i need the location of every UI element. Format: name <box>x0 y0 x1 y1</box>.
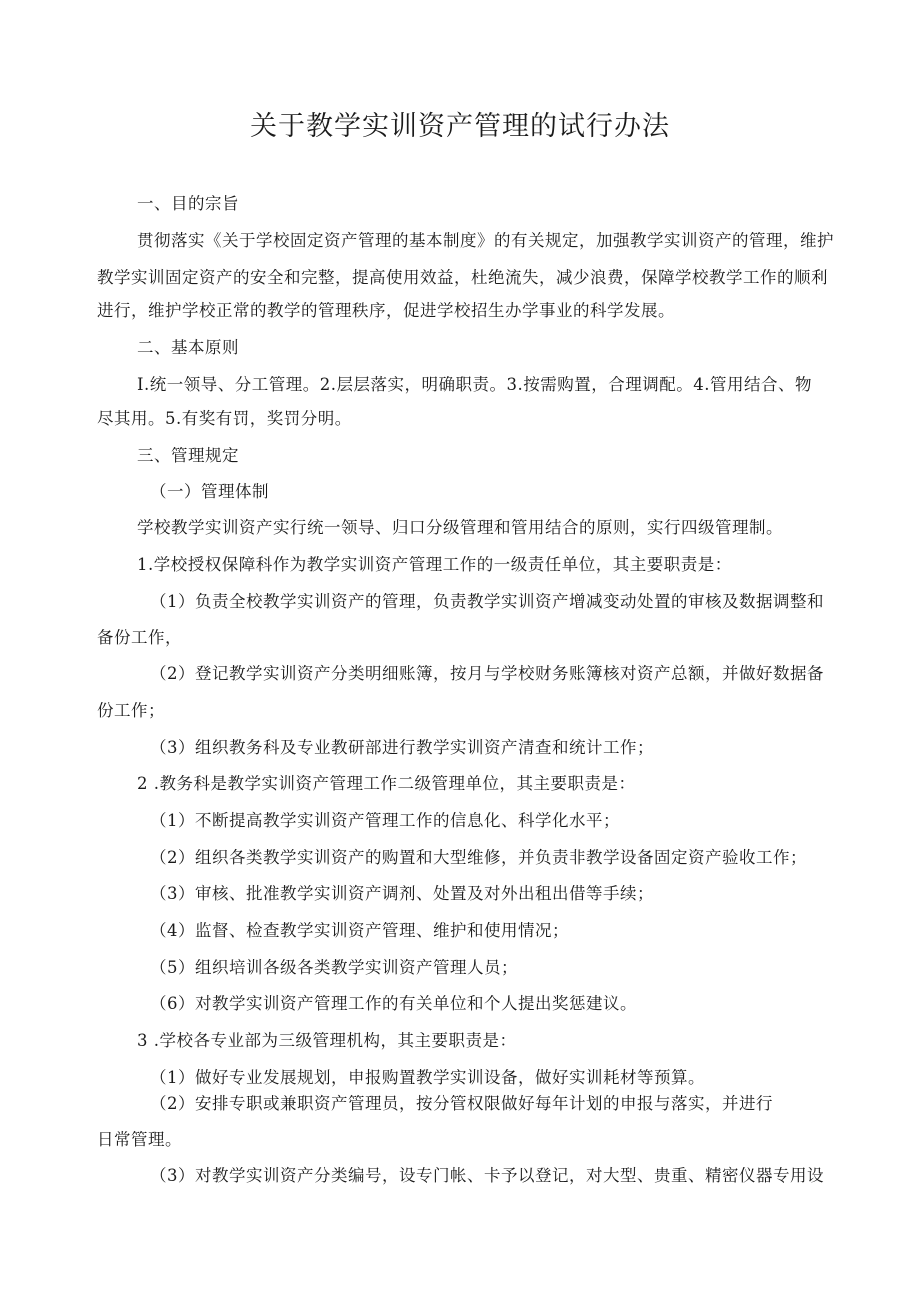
paragraph-line: 学校教学实训资产实行统一领导、归口分级管理和管用结合的原则，实行四级管理制。 <box>137 518 783 537</box>
section-heading-purpose: 一、目的宗旨 <box>137 194 239 213</box>
list-item: （1）不断提高教学实训资产管理工作的信息化、科学化水平； <box>150 811 620 830</box>
section-heading-rules: 三、管理规定 <box>137 446 239 465</box>
paragraph-line: 尽其用。5.有奖有罚，奖罚分明。 <box>97 409 352 428</box>
section-heading-principles: 二、基本原则 <box>137 338 239 357</box>
list-item: （2）组织各类教学实训资产的购置和大型维修，并负责非教学设备固定资产验收工作； <box>150 848 807 867</box>
paragraph-line: 教学实训固定资产的安全和完整，提高使用效益，杜绝流失，减少浪费，保障学校教学工作的顺利 <box>97 268 828 287</box>
paragraph-line: 贯彻落实《关于学校固定资产管理的基本制度》的有关规定，加强教学实训资产的管理，维护 <box>137 231 834 250</box>
document-title: 关于教学实训资产管理的试行办法 <box>250 111 670 142</box>
paragraph-line: 2 .教务科是教学实训资产管理工作二级管理单位，其主要职责是： <box>137 774 636 793</box>
paragraph-line: 1.学校授权保障科作为教学实训资产管理工作的一级责任单位，其主要职责是： <box>137 555 732 574</box>
list-item: （1）做好专业发展规划，申报购置教学实训设备，做好实训耗材等预算。 <box>150 1068 705 1087</box>
list-item: （3）对教学实训资产分类编号，设专门帐、卡予以登记，对大型、贵重、精密仪器专用设 <box>150 1166 824 1185</box>
list-item: （3）审核、批准教学实训资产调剂、处置及对外出租出借等手续； <box>150 884 654 903</box>
list-item: （5）组织培训各级各类教学实训资产管理人员； <box>150 958 518 977</box>
list-item-continuation: 备份工作， <box>97 628 182 647</box>
paragraph-line: 进行，维护学校正常的教学的管理秩序，促进学校招生办学事业的科学发展。 <box>97 301 675 320</box>
subsection-heading: （一）管理体制 <box>150 482 269 501</box>
list-item: （2）登记教学实训资产分类明细账簿，按月与学校财务账簿核对资产总额，并做好数据备 <box>150 664 824 683</box>
paragraph-line: 3 .学校各专业部为三级管理机构，其主要职责是： <box>137 1031 517 1050</box>
list-item: （6）对教学实训资产管理工作的有关单位和个人提出奖惩建议。 <box>150 994 637 1013</box>
list-item: （1）负责全校教学实训资产的管理，负责教学实训资产增减变动处置的审核及数据调整和 <box>150 592 824 611</box>
list-item-continuation: 份工作； <box>97 701 165 720</box>
paragraph-line: I.统一领导、分工管理。2.层层落实，明确职责。3.按需购置，合理调配。4.管用结合、物 <box>137 375 812 394</box>
list-item: （4）监督、检查教学实训资产管理、维护和使用情况； <box>150 921 569 940</box>
list-item: （2）安排专职或兼职资产管理员，按分管权限做好每年计划的申报与落实，并进行 <box>150 1094 773 1113</box>
list-item: （3）组织教务科及专业教研部进行教学实训资产清查和统计工作； <box>150 738 654 757</box>
list-item-continuation: 日常管理。 <box>97 1130 182 1149</box>
